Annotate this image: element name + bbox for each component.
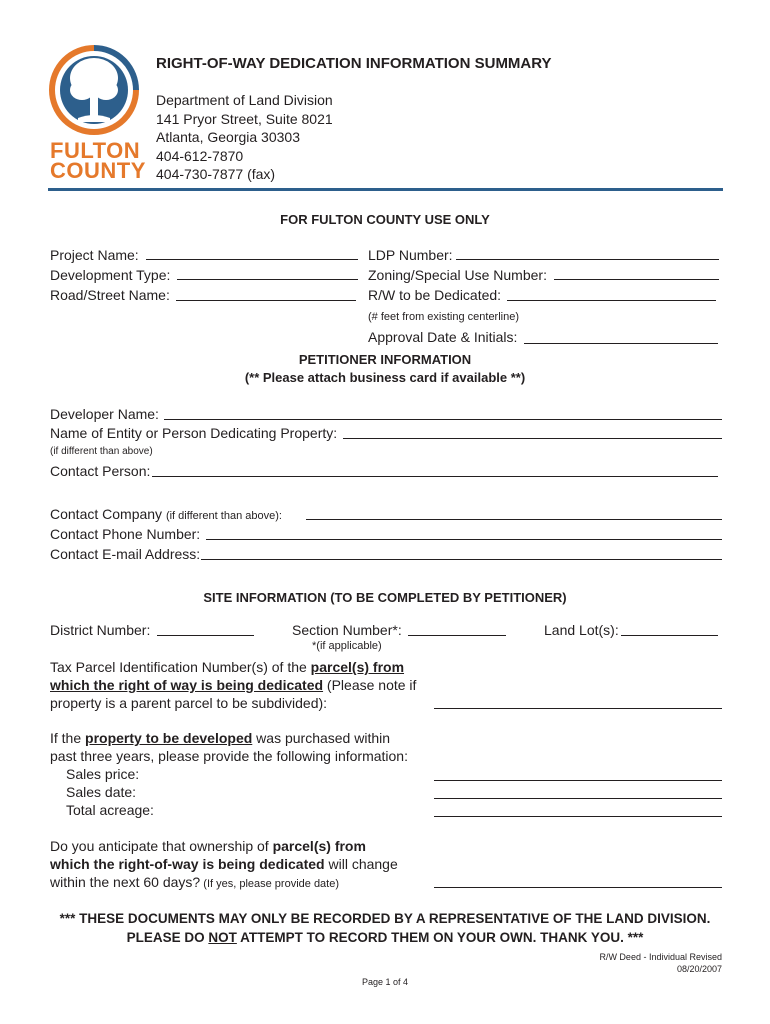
own-text: within the next 60 days? (50, 874, 201, 890)
tax-text-bold: which the right of way is being dedicated (50, 677, 324, 693)
developer-name-field[interactable] (164, 419, 722, 420)
section-label: Section Number*: (292, 622, 402, 638)
contact-company-label (50, 506, 282, 524)
tax-text-bold: parcel(s) from (310, 659, 405, 675)
tax-parcel-label (50, 658, 416, 712)
page-title: RIGHT-OF-WAY DEDICATION INFORMATION SUMMARY (156, 55, 552, 72)
contact-email-field[interactable] (201, 559, 722, 560)
entity-name-label: Name of Entity or Person Dedicating Property: (50, 425, 338, 441)
own-text: Do you anticipate that ownership of (50, 838, 273, 854)
section-field[interactable] (408, 635, 506, 636)
project-name-label: Project Name: (50, 247, 139, 263)
dev-text: was purchased within (252, 730, 391, 746)
page-number: Page 1 of 4 (361, 977, 409, 987)
developer-name-label: Developer Name: (50, 406, 159, 422)
warning-text-not: NOT (208, 930, 237, 945)
warning-line-2 (0, 930, 770, 946)
ldp-number-field[interactable] (456, 259, 719, 260)
petitioner-subheading: (** Please attach business card if available **) (244, 370, 526, 385)
fulton-county-logo (48, 44, 146, 184)
ownership-label (50, 837, 398, 893)
approval-label: Approval Date & Initials: (368, 329, 518, 345)
tree-logo-icon (48, 44, 140, 146)
header-divider (48, 188, 723, 191)
feet-note: (# feet from existing centerline) (368, 311, 520, 323)
development-type-field[interactable] (177, 279, 358, 280)
total-acreage-label: Total acreage: (66, 802, 154, 818)
project-name-field[interactable] (146, 259, 358, 260)
contact-person-field[interactable] (152, 476, 718, 477)
contact-phone-field[interactable] (206, 539, 722, 540)
contact-company-field[interactable] (306, 519, 722, 520)
site-heading: SITE INFORMATION (TO BE COMPLETED BY PETITIONER) (203, 590, 567, 605)
logo-text-fulton: FULTON (50, 138, 141, 163)
sales-date-label: Sales date: (66, 784, 137, 800)
property-developed-label (50, 729, 408, 819)
county-use-heading: FOR FULTON COUNTY USE ONLY (280, 212, 490, 227)
zoning-field[interactable] (554, 279, 719, 280)
contact-email-label: Contact E-mail Address: (50, 546, 201, 562)
entity-name-field[interactable] (343, 438, 722, 439)
address-line: 141 Pryor Street, Suite 8021 (156, 110, 333, 127)
development-type-label: Development Type: (50, 267, 171, 283)
warning-text: ATTEMPT TO RECORD THEM ON YOUR OWN. THANK YOU. *** (236, 930, 644, 945)
tax-text: (Please note if (323, 677, 417, 693)
if-applicable-note: *(if applicable) (312, 640, 382, 652)
road-street-name-field[interactable] (176, 300, 356, 301)
own-note: (If yes, please provide date) (200, 878, 340, 890)
dev-text-bold: property to be developed (85, 730, 253, 746)
contact-phone-label: Contact Phone Number: (50, 526, 201, 542)
revision-date: 08/20/2007 (676, 964, 722, 974)
land-lot-field[interactable] (621, 635, 718, 636)
road-street-name-label: Road/Street Name: (50, 287, 170, 303)
sales-date-field[interactable] (434, 798, 722, 799)
sales-price-label: Sales price: (66, 766, 140, 782)
revision-note: R/W Deed - Individual Revised (599, 952, 722, 962)
own-text-bold: which the right-of-way is being dedicated (50, 856, 325, 872)
tax-parcel-field[interactable] (434, 708, 722, 709)
own-text: will change (324, 856, 398, 872)
ownership-field[interactable] (434, 887, 722, 888)
contact-person-label: Contact Person: (50, 463, 151, 479)
rw-dedicated-field[interactable] (507, 300, 716, 301)
sales-price-field[interactable] (434, 780, 722, 781)
logo-text-county: COUNTY (50, 158, 146, 183)
own-text-bold: parcel(s) from (272, 838, 366, 854)
if-different-note: (if different than above) (50, 446, 153, 457)
total-acreage-field[interactable] (434, 816, 722, 817)
dev-text: If the (50, 730, 86, 746)
warning-text: PLEASE DO (126, 930, 209, 945)
address-line: 404-612-7870 (156, 147, 244, 164)
address-line: 404-730-7877 (fax) (156, 166, 276, 182)
dev-text: past three years, please provide the following information: (50, 748, 408, 764)
land-lot-label: Land Lot(s): (544, 622, 619, 638)
zoning-label: Zoning/Special Use Number: (368, 267, 547, 283)
district-field[interactable] (157, 635, 254, 636)
tax-text: property is a parent parcel to be subdivided): (50, 695, 328, 711)
tax-text: Tax Parcel Identification Number(s) of the (50, 659, 311, 675)
address-block (156, 91, 333, 184)
petitioner-heading: PETITIONER INFORMATION (298, 352, 472, 367)
warning-line-1: *** THESE DOCUMENTS MAY ONLY BE RECORDED BY A REPRESENTATIVE OF THE LAND DIVISION. (59, 911, 711, 926)
ldp-number-label: LDP Number: (368, 247, 453, 263)
district-label: District Number: (50, 622, 151, 638)
address-line: Atlanta, Georgia 30303 (156, 129, 300, 145)
address-line: Department of Land Division (156, 92, 333, 108)
approval-field[interactable] (524, 343, 718, 344)
rw-dedicated-label: R/W to be Dedicated: (368, 287, 502, 303)
contact-company-text: Contact Company (50, 506, 163, 522)
contact-company-note: (if different than above): (165, 510, 282, 522)
